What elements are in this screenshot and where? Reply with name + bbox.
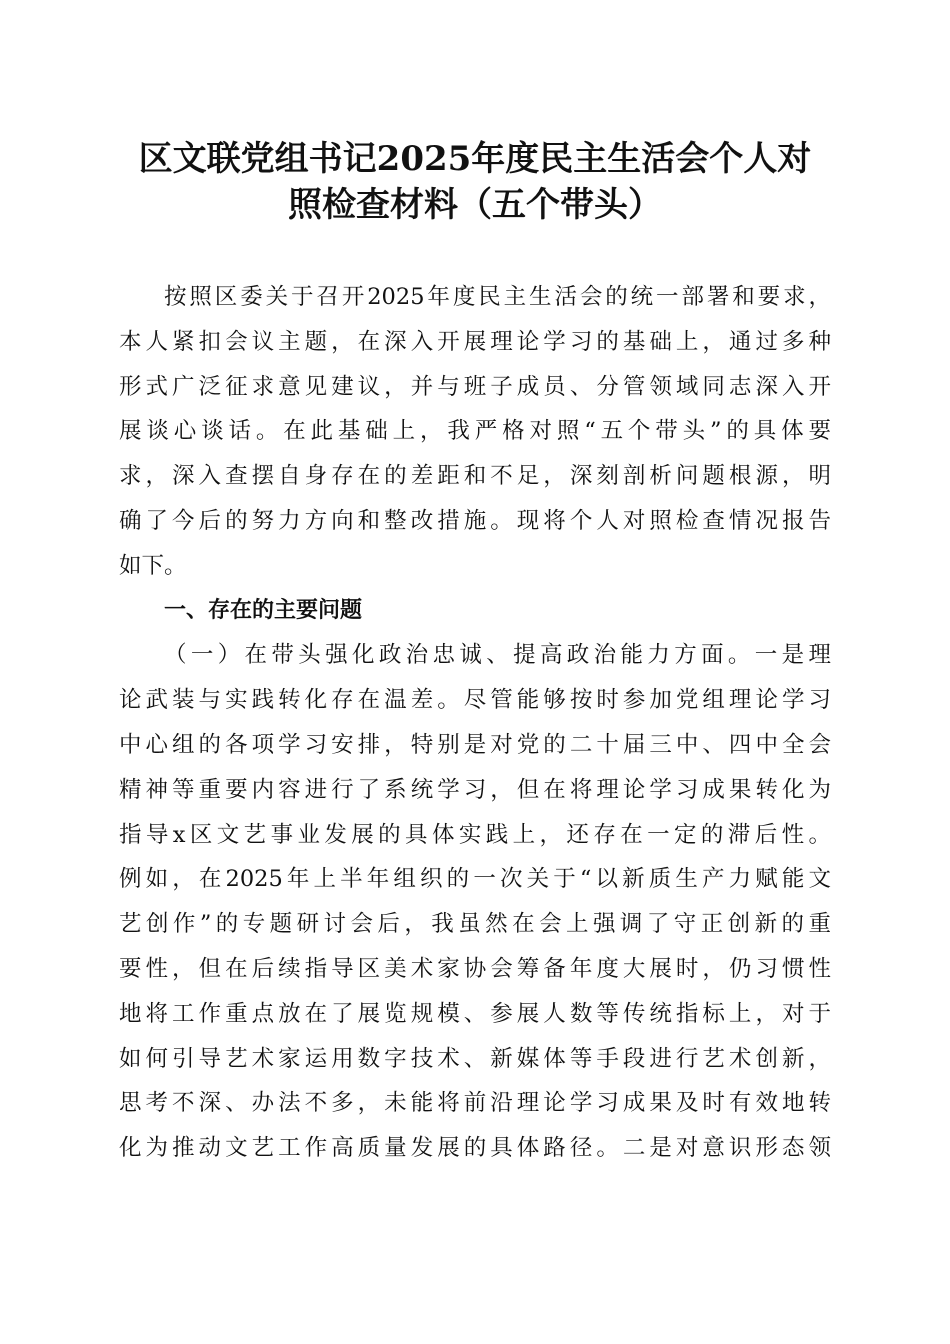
paragraph-line: 如何引导艺术家运用数字技术、新媒体等手段进行艺术创新，	[119, 1045, 831, 1072]
section-1-1-paragraph	[119, 633, 831, 1171]
document-title	[100, 136, 850, 228]
paragraph-line: 展谈心谈话。在此基础上，我严格对照“五个带头”的具体要	[119, 418, 831, 445]
paragraph-line: 指导x区文艺事业发展的具体实践上，还存在一定的滞后性。	[119, 821, 831, 848]
paragraph-line: 艺创作”的专题研讨会后，我虽然在会上强调了守正创新的重	[119, 911, 831, 938]
paragraph-line: 地将工作重点放在了展览规模、参展人数等传统指标上，对于	[119, 1000, 831, 1027]
title-line-1: 区文联党组书记2025年度民主生活会个人对	[138, 139, 812, 179]
intro-paragraph	[119, 275, 831, 589]
title-line-2: 照检查材料（五个带头）	[288, 185, 662, 225]
section-heading: 一、存在的主要问题	[164, 597, 363, 623]
paragraph-line: 思考不深、办法不多，未能将前沿理论学习成果及时有效地转	[119, 1090, 831, 1117]
paragraph-line: 确了今后的努力方向和整改措施。现将个人对照检查情况报告	[119, 507, 831, 534]
paragraph-line: 要性，但在后续指导区美术家协会筹备年度大展时，仍习惯性	[119, 955, 831, 982]
paragraph-line: 如下。	[119, 552, 187, 579]
paragraph-line: 化为推动文艺工作高质量发展的具体路径。二是对意识形态领	[119, 1135, 831, 1162]
paragraph-line: 论武装与实践转化存在温差。尽管能够按时参加党组理论学习	[119, 687, 831, 714]
paragraph-line: 形式广泛征求意见建议，并与班子成员、分管领域同志深入开	[119, 373, 831, 400]
paragraph-line: 求，深入查摆自身存在的差距和不足，深刻剖析问题根源，明	[119, 463, 831, 490]
paragraph-line: （一）在带头强化政治忠诚、提高政治能力方面。一是理	[164, 642, 831, 669]
document-body	[119, 275, 831, 1171]
paragraph-line: 精神等重要内容进行了系统学习，但在将理论学习成果转化为	[119, 776, 831, 803]
paragraph-line: 本人紧扣会议主题，在深入开展理论学习的基础上，通过多种	[119, 328, 831, 355]
paragraph-line: 中心组的各项学习安排，特别是对党的二十届三中、四中全会	[119, 731, 831, 758]
paragraph-line: 按照区委关于召开2025年度民主生活会的统一部署和要求，	[164, 284, 831, 310]
paragraph-line: 例如，在2025年上半年组织的一次关于“以新质生产力赋能文	[119, 866, 831, 893]
